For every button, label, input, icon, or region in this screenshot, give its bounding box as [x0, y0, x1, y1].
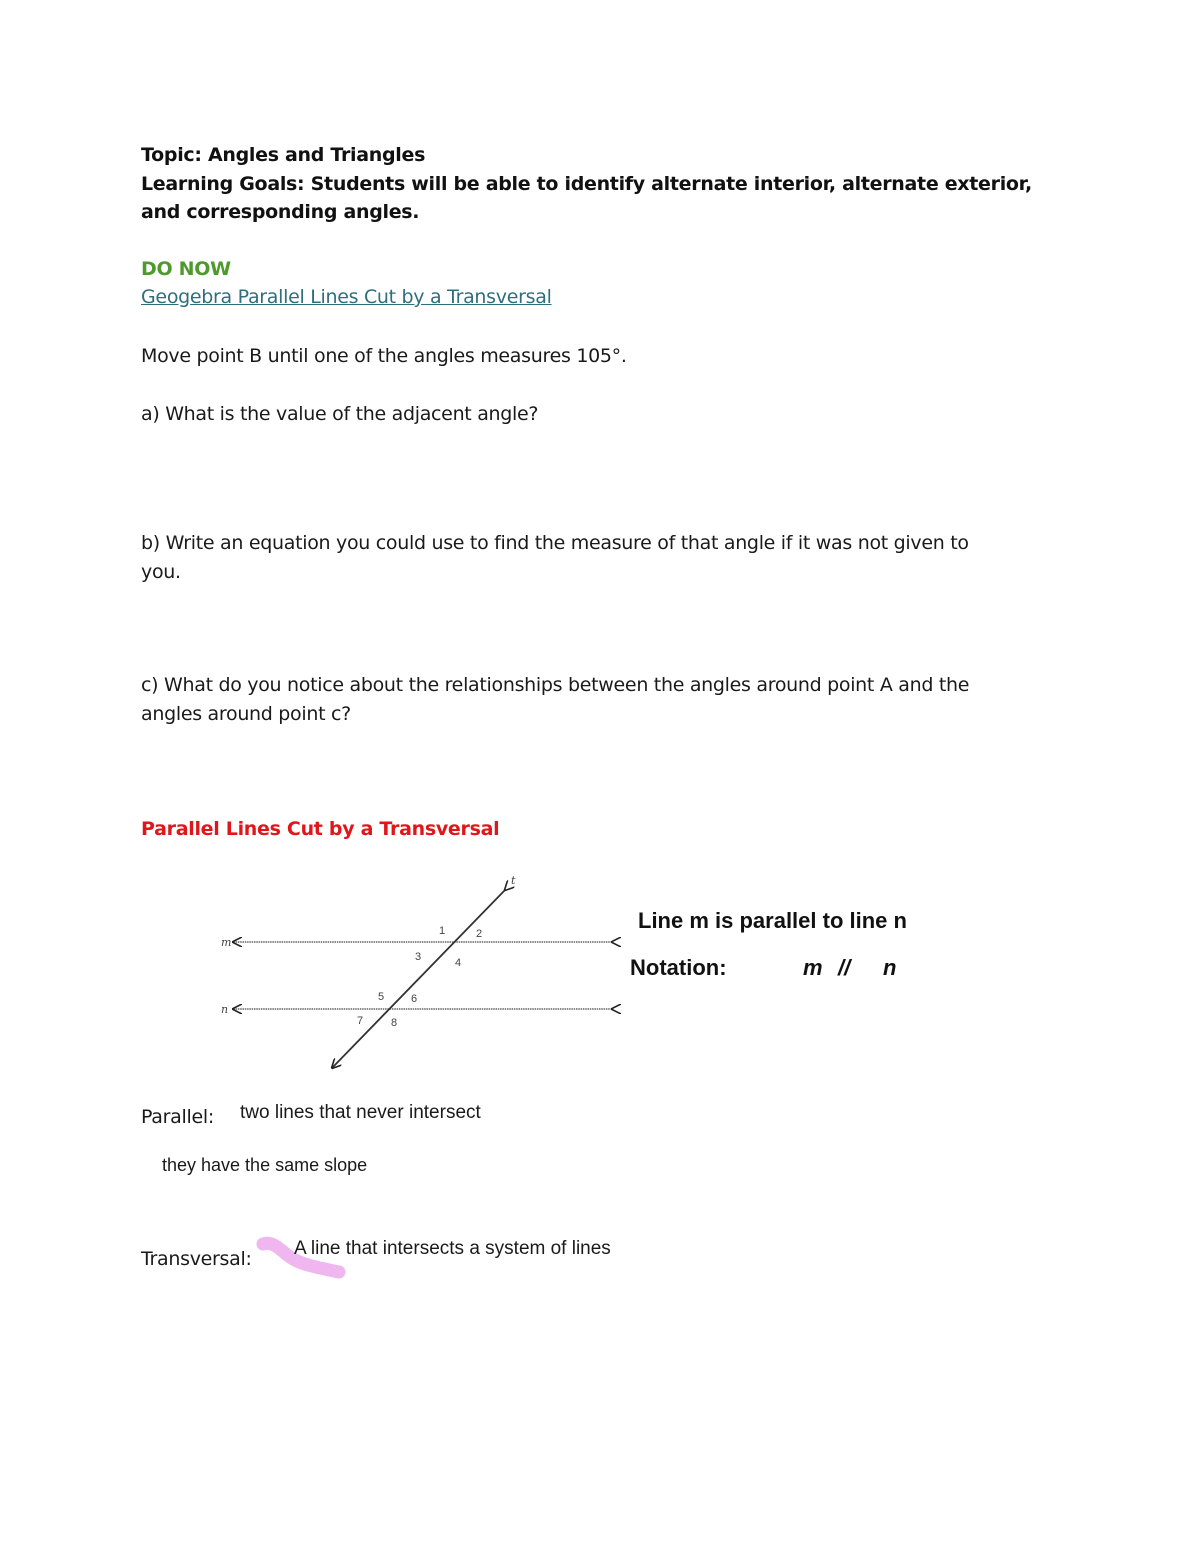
- question-c-line2: angles around point c?: [141, 703, 351, 725]
- parallel-statement: Line m is parallel to line n: [638, 908, 907, 933]
- angle-label-4: 4: [455, 957, 462, 969]
- notation-label: Notation:: [630, 955, 727, 980]
- transversal-definition: A line that intersects a system of lines: [294, 1238, 611, 1259]
- angle-label-5: 5: [378, 991, 385, 1003]
- learning-goals-line1: Learning Goals: Students will be able to identify alternate interior, alternate exterior,: [141, 173, 1032, 195]
- do-now-heading: DO NOW: [141, 258, 231, 280]
- transversal-term: Transversal:: [141, 1248, 252, 1270]
- question-b-line2: you.: [141, 561, 181, 583]
- geogebra-link[interactable]: Geogebra Parallel Lines Cut by a Transversal: [141, 286, 552, 308]
- notation-parallel-symbol: //: [838, 955, 851, 980]
- do-now-instruction: Move point B until one of the angles measures 105°.: [141, 345, 627, 367]
- angle-label-7: 7: [357, 1015, 364, 1027]
- parallel-lines-diagram: [215, 868, 625, 1078]
- angle-label-1: 1: [439, 925, 446, 937]
- section-heading: Parallel Lines Cut by a Transversal: [141, 818, 500, 840]
- line-m-label: m: [221, 936, 232, 949]
- parallel-note: they have the same slope: [162, 1155, 368, 1175]
- topic-heading: Topic: Angles and Triangles: [141, 144, 426, 166]
- parallel-definition: two lines that never intersect: [240, 1102, 481, 1123]
- angle-label-3: 3: [415, 951, 422, 963]
- notation-m: m: [803, 955, 823, 980]
- question-b-line1: b) Write an equation you could use to find the measure of that angle if it was not given to: [141, 532, 969, 554]
- question-a: a) What is the value of the adjacent angle?: [141, 403, 539, 425]
- angle-label-2: 2: [476, 928, 483, 940]
- parallel-term: Parallel:: [141, 1106, 214, 1128]
- line-n-label: n: [221, 1003, 229, 1016]
- transversal-t: [332, 890, 505, 1068]
- learning-goals-line2: and corresponding angles.: [141, 201, 420, 223]
- question-c-line1: c) What do you notice about the relationships between the angles around point A and the: [141, 674, 970, 696]
- angle-label-8: 8: [391, 1017, 398, 1029]
- transversal-label: t: [511, 874, 516, 887]
- notation-n: n: [883, 955, 897, 980]
- angle-label-6: 6: [411, 993, 418, 1005]
